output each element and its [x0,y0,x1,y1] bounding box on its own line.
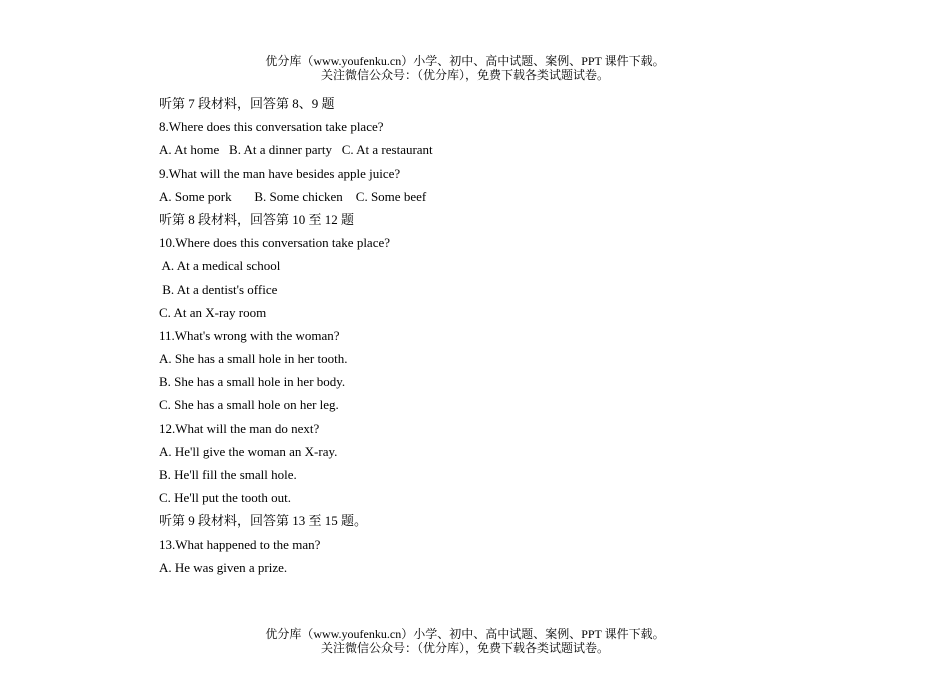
section-7-instruction: 听第 7 段材料，回答第 8、9 题 [159,96,335,111]
exam-content [159,92,859,579]
footer-site-line: 优分库（www.youfenku.cn）小学、初中、高中试题、案例、PPT 课件下载。 [265,627,665,641]
question-11-option-c: C. She has a small hole on her leg. [159,397,339,413]
page-header [0,54,930,82]
question-10-option-a: A. At a medical school [159,258,281,274]
question-13-option-a: A. He was given a prize. [159,559,288,575]
header-wechat-line: 关注微信公众号：（优分库），免费下载各类试题试卷。 [320,68,609,82]
question-13: 13.What happened to the man? [159,536,321,552]
question-12: 12.What will the man do next? [159,420,320,436]
header-site-line: 优分库（www.youfenku.cn）小学、初中、高中试题、案例、PPT 课件下载。 [265,54,665,68]
question-11-option-b: B. She has a small hole in her body. [159,374,346,390]
section-9-instruction: 听第 9 段材料，回答第 13 至 15 题。 [159,513,368,529]
question-11: 11.What's wrong with the woman? [159,327,340,343]
question-9-options: A. Some pork B. Some chicken C. Some beef [159,188,427,204]
question-12-option-c: C. He'll put the tooth out. [159,490,291,506]
question-10: 10.Where does this conversation take place? [159,235,391,251]
question-8: 8.Where does this conversation take place? [159,119,384,135]
footer-wechat-line: 关注微信公众号：（优分库），免费下载各类试题试卷。 [320,641,609,655]
question-10-option-b: B. At a dentist's office [159,281,278,297]
question-11-option-a: A. She has a small hole in her tooth. [159,351,348,367]
section-8-instruction: 听第 8 段材料，回答第 10 至 12 题 [159,211,355,227]
question-8-options: A. At home B. At a dinner party C. At a restaurant [159,142,433,158]
question-10-option-c: C. At an X-ray room [159,304,267,320]
page-footer [0,627,930,655]
question-9: 9.What will the man have besides apple juice? [159,165,401,181]
question-12-option-a: A. He'll give the woman an X-ray. [159,443,338,459]
question-12-option-b: B. He'll fill the small hole. [159,467,297,482]
